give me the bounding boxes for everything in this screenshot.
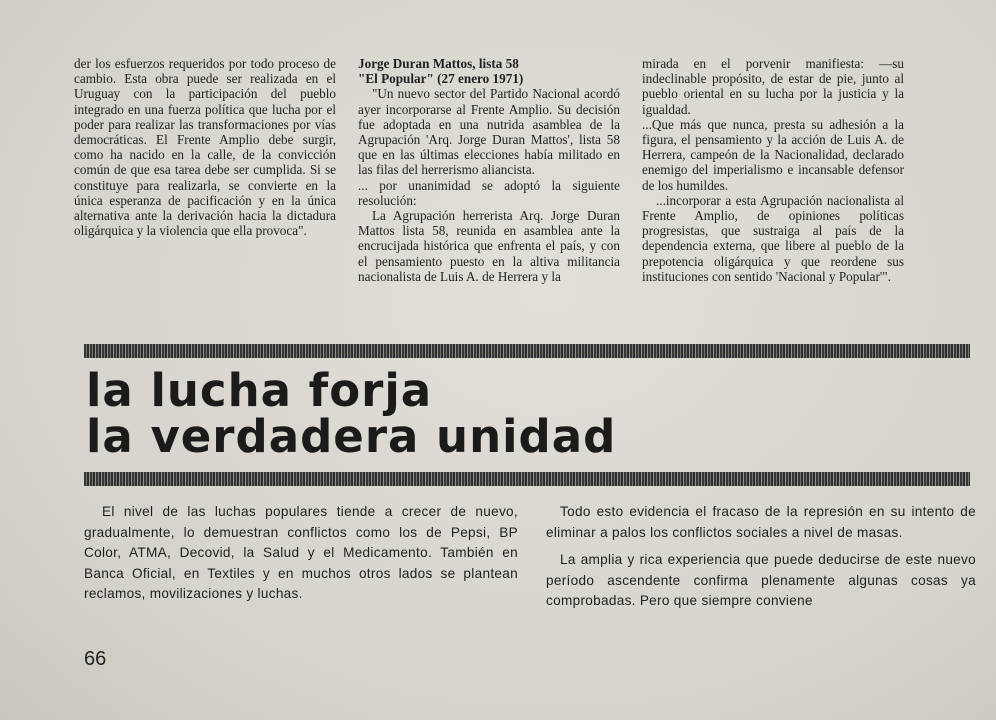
quote-source-publication: "El Popular" (27 enero 1971)	[358, 71, 524, 87]
column-middle	[358, 56, 620, 284]
column-right	[642, 56, 904, 284]
article-column-right	[546, 502, 976, 612]
article-headline	[86, 364, 617, 463]
column-middle-paragraph-3: La Agrupación herrerista Arq. Jorge Duran Mattos lista 58, reunida en asamblea ante la encrucijada histórica que enfrenta el país, y con el pensamiento puesto en la altiva militancia nacionalista de Luis A. de Herrera y la	[358, 208, 620, 284]
column-right-paragraph-2: ...Que más que nunca, presta su adhesión a la figura, el pensamiento y la acción de Luis A. de Herrera, campeón de la Nacionalidad, declarado enemigo del imperialismo e incansable defensor de los humildes.	[642, 116, 904, 193]
quote-source-name: Jorge Duran Mattos, lista 58	[358, 56, 519, 71]
headline-rule-bottom	[84, 472, 970, 486]
page-number: 66	[84, 648, 107, 670]
headline-rule-top	[84, 344, 970, 358]
article-column-left-text: El nivel de las luchas populares tiende a crecer de nuevo, gradualmente, lo demuestran conflictos como los de Pepsi, BP Color, ATMA, Decovid, la Salud y el Medicamento. También en Banca Oficial, en Textiles y en muchos otros lados se plantean reclamos, movilizaciones y luchas.	[84, 504, 518, 602]
column-right-paragraph-1: mirada en el porvenir manifiesta: —su indeclinable propósito, de estar de pie, junto al pueblo oriental en su lucha por la justicia y la igualdad.	[642, 56, 904, 117]
article-column-right-paragraph-2: La amplia y rica experiencia que puede deducirse de este nuevo período ascendente confirma plenamente algunas cosas ya comprobadas. Pero que siempre conviene	[546, 552, 976, 609]
article-column-right-paragraph-1: Todo esto evidencia el fracaso de la represión en su intento de eliminar a palos los conflictos sociales a nivel de masas.	[546, 504, 976, 540]
column-left-text: der los esfuerzos requeridos por todo proceso de cambio. Esta obra puede ser realizada en el Uruguay con la participación del pueblo integrado en una fuerza política que lucha por el poder para realizar las transformaciones por vías democráticas. El Frente Amplio debe surgir, como ha nacido en la calle, de la convicción común de que esa tarea debe ser cumplida. Si se constituye para realizarla, se convierte en la única esperanza de pacificación y en la única alternativa ante la derivación hacia la dictadura oligárquica y la violencia que ella provoca".	[74, 56, 336, 239]
column-middle-paragraph-2: ... por unanimidad se adoptó la siguiente resolución:	[358, 177, 620, 208]
headline-line-2: la verdadera unidad	[86, 410, 617, 463]
article-column-left	[84, 502, 518, 605]
column-right-paragraph-3: ...incorporar a esta Agrupación nacionalista al Frente Amplio, de opiniones políticas progresistas, que sustraiga al país de la dependencia externa, que libere al pueblo de la prepotencia oligárquica y que reordene sus instituciones con sentido 'Nacional y Popular'".	[642, 192, 904, 284]
column-middle-paragraph-1: "Un nuevo sector del Partido Nacional acordó ayer incorporarse al Frente Amplio. Su decisión fue adoptada en una nutrida asamblea de la Agrupación 'Arq. Jorge Duran Mattos', lista 58 que en las últimas elecciones había militado en las filas del herrerismo aliancista.	[358, 86, 620, 178]
column-left	[74, 56, 336, 238]
headline-line-1: la lucha forja	[86, 364, 433, 417]
